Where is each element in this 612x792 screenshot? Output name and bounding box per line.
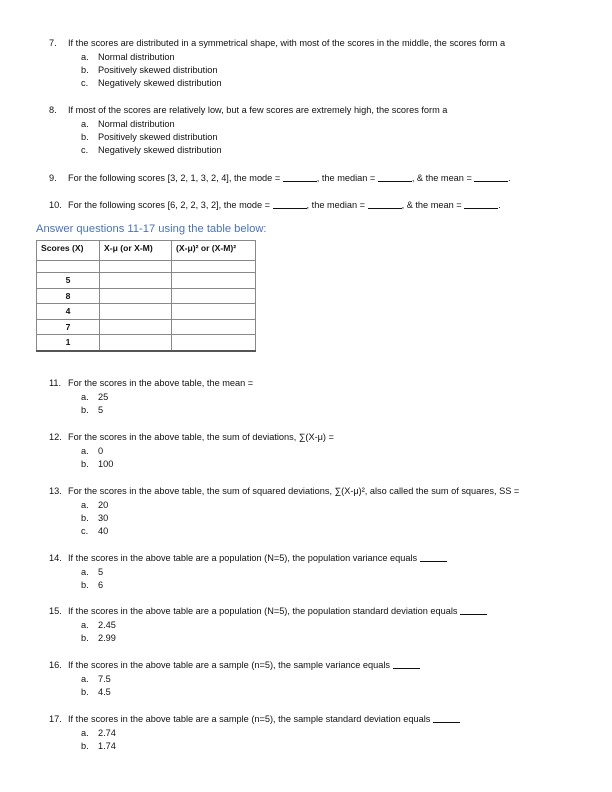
option: b. Positively skewed distribution <box>81 132 218 143</box>
question-stem: If most of the scores are relatively low, but a few scores are extremely high, the scores form a <box>68 105 448 115</box>
question-number: 7. <box>49 38 57 48</box>
answer-cell[interactable] <box>100 319 172 335</box>
question-stem: If the scores in the above table are a sample (n=5), the sample variance equals <box>68 660 391 670</box>
question-number: 13. <box>49 486 62 496</box>
answer-cell[interactable] <box>172 273 256 289</box>
option: b. 6 <box>81 580 104 591</box>
table-row: 1 <box>37 335 256 351</box>
question-9: 9. For the following scores [3, 2, 1, 3, 2, 4], the mode = , the median = , & the mean = . <box>49 173 511 183</box>
question-7 <box>49 38 589 91</box>
section-heading: Answer questions 11-17 using the table below: <box>36 223 267 235</box>
question-8 <box>49 105 589 158</box>
answer-cell[interactable] <box>172 335 256 351</box>
question-text: For the following scores [3, 2, 1, 3, 2, 4], the mode = <box>68 173 281 183</box>
answer-blank[interactable] <box>433 714 460 723</box>
table-row: 5 <box>37 273 256 289</box>
answer-cell[interactable] <box>100 288 172 304</box>
column-header: (X-μ)² or (X-M)² <box>172 241 256 261</box>
answer-blank[interactable] <box>474 173 508 182</box>
table-row: 4 <box>37 304 256 320</box>
option: a. 2.74 <box>81 728 116 738</box>
question-number: 8. <box>49 105 57 115</box>
question-stem: If the scores are distributed in a symmetrical shape, with most of the scores in the middle, the scores form a <box>68 38 506 48</box>
question-12 <box>49 432 589 471</box>
question-number: 9. <box>49 173 57 183</box>
option: b. 2.99 <box>81 633 116 644</box>
answer-blank[interactable] <box>283 173 317 182</box>
question-number: 16. <box>49 660 62 670</box>
question-stem: If the scores in the above table are a sample (n=5), the sample standard deviation equals <box>68 714 431 724</box>
answer-cell[interactable] <box>100 335 172 351</box>
question-10: 10. For the following scores [6, 2, 2, 3, 2], the mode = , the median = , & the mean = . <box>49 200 501 210</box>
option: a. 5 <box>81 567 104 577</box>
option: c. Negatively skewed distribution <box>81 78 222 89</box>
option: c. Negatively skewed distribution <box>81 145 222 156</box>
question-11 <box>49 378 589 417</box>
question-number: 15. <box>49 606 62 616</box>
question-text: For the following scores [6, 2, 2, 3, 2], the mode = <box>68 200 270 210</box>
answer-blank[interactable] <box>378 173 412 182</box>
option: c. 40 <box>81 526 109 537</box>
question-stem: For the scores in the above table, the sum of deviations, ∑(X-μ) = <box>68 432 334 442</box>
option: a. Normal distribution <box>81 52 175 62</box>
option: b. 5 <box>81 405 104 416</box>
option: a. 7.5 <box>81 674 111 684</box>
question-stem: For the scores in the above table, the mean = <box>68 378 254 388</box>
question-16 <box>49 660 589 699</box>
question-number: 17. <box>49 714 62 724</box>
option: a. 0 <box>81 446 104 456</box>
table-row: 7 <box>37 319 256 335</box>
answer-cell[interactable] <box>100 273 172 289</box>
answer-blank[interactable] <box>420 553 447 562</box>
question-number: 11. <box>49 378 62 388</box>
table-row: 8 <box>37 288 256 304</box>
answer-cell[interactable] <box>172 288 256 304</box>
option: b. 100 <box>81 459 114 470</box>
option: a. 25 <box>81 392 109 402</box>
question-number: 14. <box>49 553 62 563</box>
answer-cell[interactable] <box>100 304 172 320</box>
option: a. Normal distribution <box>81 119 175 129</box>
answer-blank[interactable] <box>460 606 487 615</box>
option: a. 2.45 <box>81 620 116 630</box>
question-stem: If the scores in the above table are a population (N=5), the population standard deviation equals <box>68 606 458 616</box>
option: b. 30 <box>81 513 109 524</box>
question-13 <box>49 486 589 539</box>
option: b. 1.74 <box>81 741 116 752</box>
answer-blank[interactable] <box>273 200 307 209</box>
scores-table <box>36 240 256 352</box>
column-header: X-μ (or X-M) <box>100 241 172 261</box>
option: b. 4.5 <box>81 687 111 698</box>
question-stem: If the scores in the above table are a population (N=5), the population variance equals <box>68 553 418 563</box>
question-15 <box>49 606 589 645</box>
answer-blank[interactable] <box>368 200 402 209</box>
answer-cell[interactable] <box>172 304 256 320</box>
question-stem: For the scores in the above table, the sum of squared deviations, ∑(X-μ)², also called the sum of squares, SS = <box>68 486 520 496</box>
answer-blank[interactable] <box>464 200 498 209</box>
question-number: 12. <box>49 432 62 442</box>
option: b. Positively skewed distribution <box>81 65 218 76</box>
question-17 <box>49 714 589 753</box>
option: a. 20 <box>81 500 109 510</box>
question-number: 10. <box>49 200 62 210</box>
answer-blank[interactable] <box>393 660 420 669</box>
question-14 <box>49 553 589 592</box>
answer-cell[interactable] <box>172 319 256 335</box>
column-header: Scores (X) <box>37 241 100 261</box>
